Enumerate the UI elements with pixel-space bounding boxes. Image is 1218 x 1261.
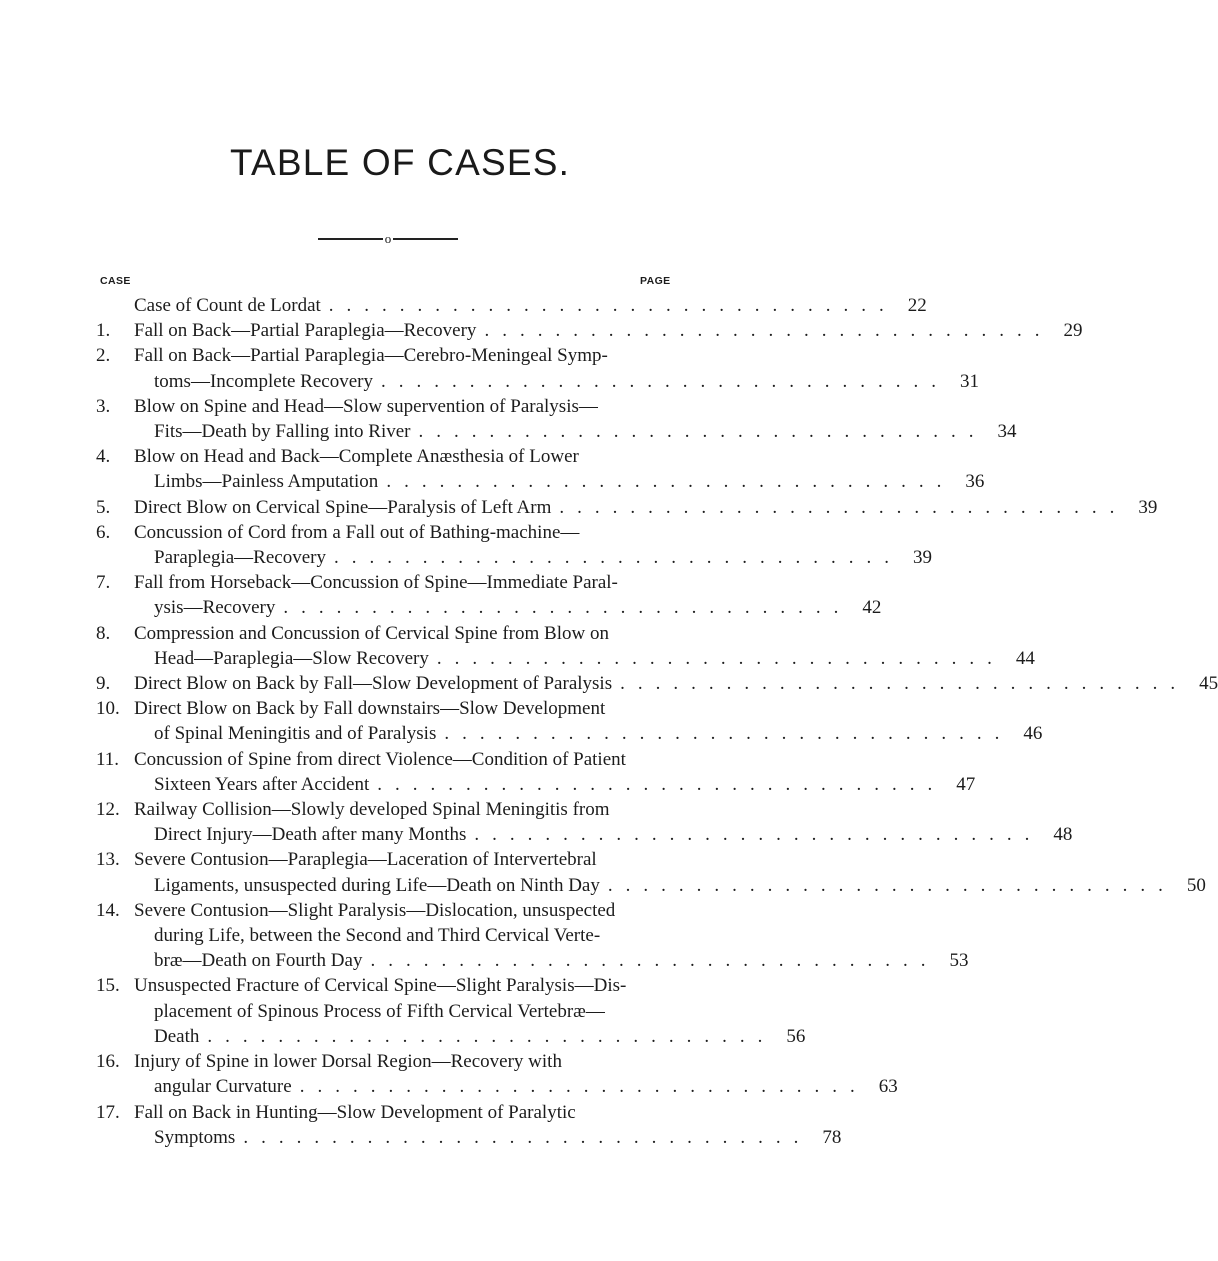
case-title-line: Concussion of Cord from a Fall out of Bathing-machine— [134,521,580,543]
dot-leader: ................................ [380,370,949,392]
case-title-text: Case of Count de Lordat [134,295,321,316]
case-title-line [96,1125,842,1150]
dot-leader: ................................ [243,1126,812,1148]
case-entry [96,293,927,318]
column-header-case: CASE [100,275,131,287]
case-title-line [96,293,927,318]
case-title-line: during Life, between the Second and Third Cervical Verte- [154,925,601,947]
case-title-line: Compression and Concussion of Cervical Spine from Blow on [134,622,609,644]
dot-leader: ................................ [607,874,1176,896]
case-title-text: Sixteen Years after Accident [154,773,370,795]
case-entry [96,520,932,570]
case-number: 12. [96,799,120,821]
case-number: 14. [96,899,120,921]
case-entry [96,1100,842,1150]
page-number: 78 [822,1126,842,1148]
dot-leader: ................................ [333,547,902,569]
dot-leader: ................................ [386,471,955,493]
case-title-line: Severe Contusion—Paraplegia—Laceration of Intervertebral [134,849,597,871]
case-entry [96,797,1073,847]
case-title-line [96,822,1073,847]
case-title-text: Limbs—Painless Amputation [154,471,379,493]
separator-rule-right [393,238,458,239]
case-title-text: Fits—Death by Falling into River [154,421,411,443]
dot-leader: ................................ [444,723,1013,745]
case-title-line: Railway Collision—Slowly developed Spinal Meningitis from [134,799,610,821]
separator-rule-left [318,238,383,239]
case-title-line: Blow on Spine and Head—Slow supervention of Paralysis— [134,395,598,417]
case-entry [96,671,1218,696]
case-title-text: Direct Injury—Death after many Months [154,824,467,846]
case-title-text: Fall on Back—Partial Paraplegia—Recovery [134,320,477,342]
case-title-line: Fall from Horseback—Concussion of Spine—Immediate Paral- [134,572,618,594]
page-number: 29 [1063,320,1083,342]
case-entry [96,898,969,974]
case-number: 17. [96,1101,120,1123]
case-title-line [96,1074,898,1099]
case-entry [96,318,1083,343]
dot-leader: ................................ [299,1076,868,1098]
case-title-line: Injury of Spine in lower Dorsal Region—Recovery with [134,1051,562,1073]
page-number: 42 [862,597,882,619]
case-title-text: Direct Blow on Cervical Spine—Paralysis of Left Arm [134,496,552,518]
case-title-line [96,595,882,620]
case-title-line [96,671,1218,696]
case-number: 1. [96,320,111,342]
page-number: 44 [1015,647,1035,669]
case-title-line [96,545,932,570]
case-title-line [96,495,1158,520]
case-entry [96,495,1158,520]
case-number: 11. [96,748,120,770]
case-entry [96,1049,898,1099]
case-title-line [96,948,969,973]
case-entry [96,394,1017,444]
page-number: 45 [1199,673,1218,695]
case-title-line: Direct Blow on Back by Fall downstairs—Slow Development [134,698,606,720]
case-number: 15. [96,975,120,997]
case-number: 16. [96,1051,120,1073]
page-number: 53 [949,950,969,972]
case-title-line: Fall on Back—Partial Paraplegia—Cerebro-Meningeal Symp- [134,345,608,367]
case-title-line [96,318,1083,343]
case-number: 5. [96,496,111,518]
case-entry [96,973,806,1049]
page-number: 47 [956,773,976,795]
case-title-text: angular Curvature [154,1076,292,1098]
page-number: 36 [965,471,985,493]
page-number: 56 [786,1025,806,1047]
case-number: 6. [96,521,111,543]
case-entry [96,570,882,620]
case-number: 7. [96,572,111,594]
case-entry [96,621,1035,671]
page-number: 34 [997,421,1017,443]
case-title-line: placement of Spinous Process of Fifth Cervical Vertebræ— [154,1000,605,1022]
case-entry [96,343,979,393]
dot-leader: ................................ [436,647,1005,669]
page-number: 31 [959,370,979,392]
case-title-line: Fall on Back in Hunting—Slow Development of Paralytic [134,1101,576,1123]
page-number: 48 [1053,824,1073,846]
dot-leader: ................................ [474,824,1043,846]
dot-leader: ................................ [484,320,1053,342]
case-title-line: Severe Contusion—Slight Paralysis—Dislocation, unsuspected [134,899,616,921]
dot-leader: ................................ [328,295,897,316]
case-number: 13. [96,849,120,871]
case-title-text: of Spinal Meningitis and of Paralysis [154,723,437,745]
cases-list [96,293,1218,1150]
case-title-line: Unsuspected Fracture of Cervical Spine—Slight Paralysis—Dis- [134,975,627,997]
page-number: 39 [1138,496,1158,518]
page-number: 46 [1023,723,1043,745]
case-entry [96,847,1206,897]
case-number: 4. [96,446,111,468]
case-title-line [96,419,1017,444]
case-title-line [96,721,1043,746]
page-number: 63 [878,1076,898,1098]
dot-leader: ................................ [620,673,1189,695]
case-title-text: Direct Blow on Back by Fall—Slow Development of Paralysis [134,673,613,695]
dot-leader: ................................ [283,597,852,619]
case-title-line [96,772,976,797]
case-number: 3. [96,395,111,417]
case-number: 9. [96,673,111,695]
case-title-line [96,1024,806,1049]
case-title-text: bræ—Death on Fourth Day [154,950,363,972]
case-number: 2. [96,345,111,367]
dot-leader: ................................ [377,773,946,795]
case-title-line [96,469,985,494]
page-number: 50 [1186,874,1206,896]
case-title-line [96,873,1206,898]
page-number: 39 [912,547,932,569]
separator-mark: o [384,231,392,246]
case-title-text: Ligaments, unsuspected during Life—Death on Ninth Day [154,874,600,896]
case-title-line: Concussion of Spine from direct Violence—Condition of Patient [134,748,626,770]
case-entry [96,696,1043,746]
case-title-text: Head—Paraplegia—Slow Recovery [154,647,429,669]
case-title-line [96,646,1035,671]
case-number: 8. [96,622,111,644]
case-title-text: Paraplegia—Recovery [154,547,326,569]
dot-leader: ................................ [418,421,987,443]
column-header-page: PAGE [640,275,671,287]
case-title-line [96,369,979,394]
dot-leader: ................................ [370,950,939,972]
dot-leader: ................................ [559,496,1128,518]
case-title-text: Symptoms [154,1126,236,1148]
page-title: TABLE OF CASES. [229,142,571,183]
case-title-line: Blow on Head and Back—Complete Anæsthesia of Lower [134,446,579,468]
page-number: 22 [907,295,927,316]
case-title-text: Death [154,1025,200,1047]
case-title-text: ysis—Recovery [154,597,276,619]
case-entry [96,444,985,494]
case-title-text: toms—Incomplete Recovery [154,370,373,392]
case-entry [96,747,976,797]
dot-leader: ................................ [207,1025,776,1047]
case-number: 10. [96,698,120,720]
ornamental-separator [318,232,458,246]
